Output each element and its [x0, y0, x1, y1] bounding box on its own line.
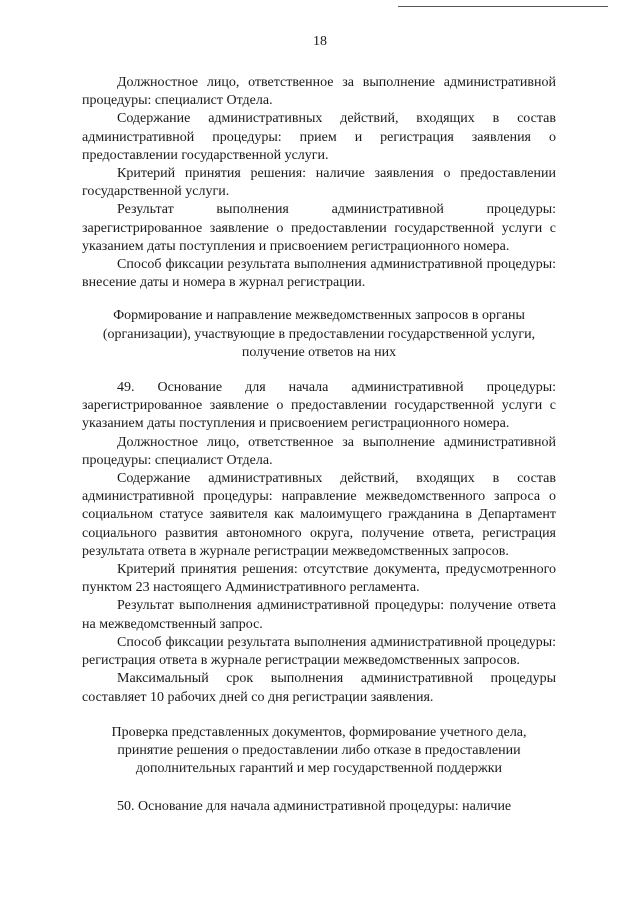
section-heading: Формирование и направление межведомственных запросов в органы (организации), участвующие в предоставлении государственной услуги, получение ответов на них	[102, 308, 536, 360]
paragraph: Критерий принятия решения: отсутствие документа, предусмотренного пунктом 23 настоящего Административного регламента.	[82, 562, 556, 596]
paragraph: Должностное лицо, ответственное за выполнение административной процедуры: специалист Отдела.	[82, 75, 556, 109]
section-heading: Проверка представленных документов, формирование учетного дела, принятие решения о предоставлении либо отказе в предоставлении дополнительных гарантий и мер государственной поддержки	[111, 724, 527, 777]
document-body	[82, 74, 556, 817]
paragraph: 50. Основание для начала административной процедуры: наличие	[117, 799, 512, 815]
paragraph: Критерий принятия решения: наличие заявления о предоставлении государственной услуги.	[82, 166, 556, 200]
paragraph: Результат выполнения административной процедуры: получение ответа на межведомственный запрос.	[82, 598, 556, 632]
paragraph: Максимальный срок выполнения административной процедуры составляет 10 рабочих дней со дня регистрации заявления.	[82, 671, 556, 705]
scan-edge-line	[398, 6, 608, 7]
paragraph: Способ фиксации результата выполнения административной процедуры: регистрация ответа в журнале регистрации межведомственных запросов.	[82, 634, 556, 669]
paragraph: Способ фиксации результата выполнения административной процедуры: внесение даты и номера в журнал регистрации.	[82, 257, 556, 291]
paragraph: Должностное лицо, ответственное за выполнение административной процедуры: специалист Отдела.	[82, 434, 556, 468]
paragraph: Результат выполнения административной процедуры: зарегистрированное заявление о предоставлении государственной услуги с указанием даты поступления и присвоением регистрационного номера.	[82, 202, 556, 254]
paragraph: Содержание административных действий, входящих в состав административной процедуры: прием и регистрация заявления о предоставлении государственной услуги.	[82, 111, 556, 163]
paragraph: 49. Основание для начала административной процедуры: зарегистрированное заявление о предоставлении государственной услуги с указанием даты поступления и присвоением регистрационного номера.	[82, 380, 556, 432]
page-number: 18	[313, 34, 327, 49]
paragraph: Содержание административных действий, входящих в состав административной процедуры: направление межведомственного запроса о социальном статусе заявителя как малоимущего гражданина в Департамент социального развития автономного округа, получение ответа, регистрация результата ответа в журнале регистрации межведомственных запросов.	[82, 471, 556, 559]
